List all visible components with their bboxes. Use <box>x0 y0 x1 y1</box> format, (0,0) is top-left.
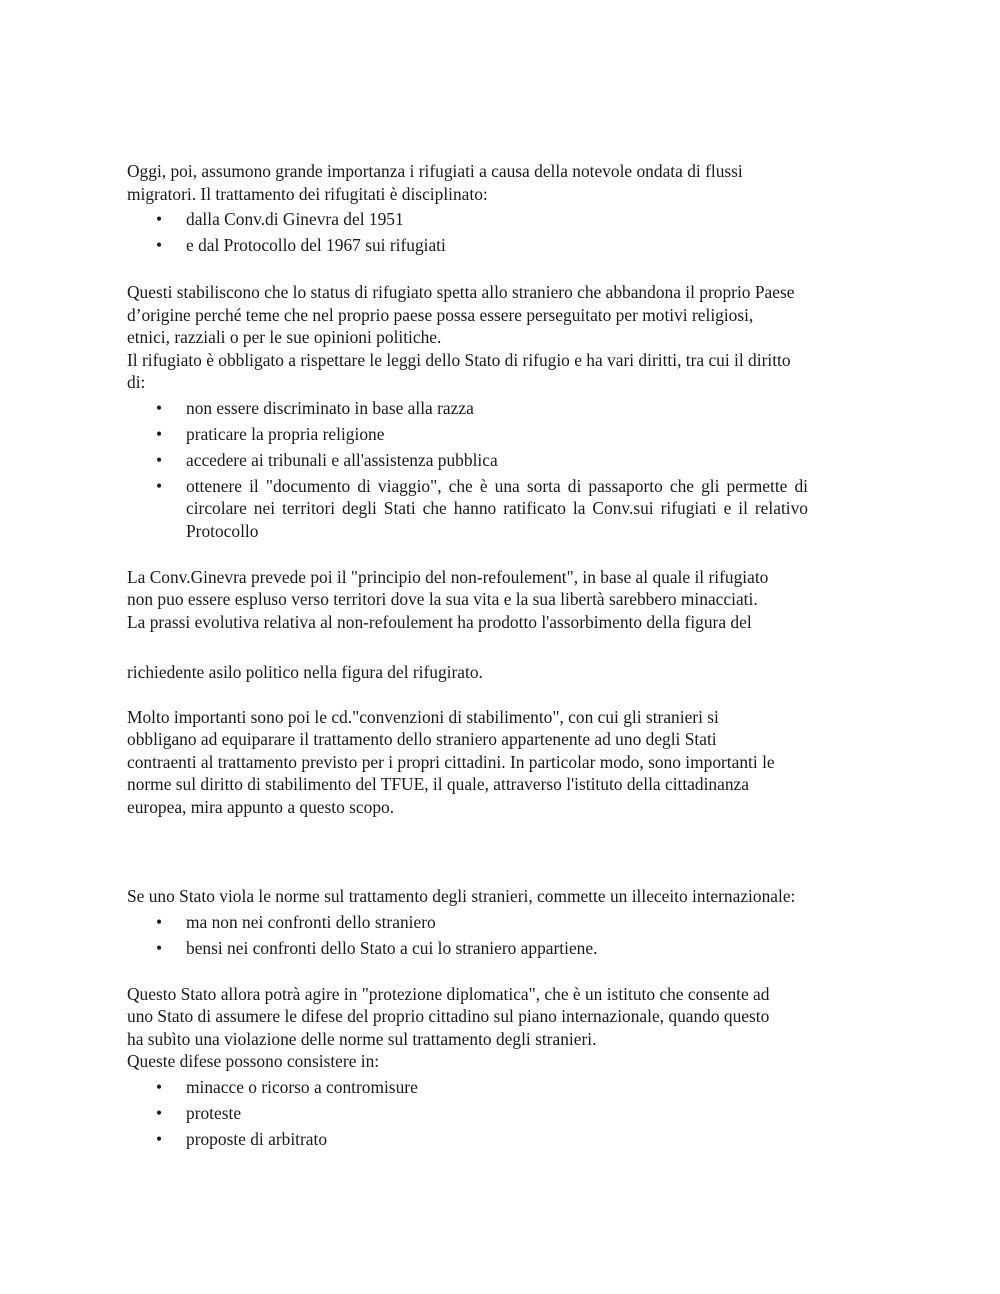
text-line: etnici, razziali o per le sue opinioni politiche. <box>127 327 442 347</box>
bullet-icon: • <box>156 911 163 932</box>
text-line: ha subìto una violazione delle norme sul trattamento degli stranieri. <box>127 1028 597 1049</box>
paragraph <box>127 566 887 634</box>
list-item: • praticare la propria religione <box>156 423 385 444</box>
text-line: contraenti al trattamento previsto per i propri cittadini. In particolar modo, sono importanti le <box>127 751 775 772</box>
bullet-icon: • <box>156 937 163 958</box>
text-line: migratori. Il trattamento dei rifugitati è disciplinato: <box>127 183 488 204</box>
list-item: • ottenere il "documento di viaggio", che è una sorta di passaporto che gli permette di circolare nei territori degli Stati che hanno ratificato la Conv.sui rifugiati e il relativo Protocollo <box>156 475 808 541</box>
list-item: • e dal Protocollo del 1967 sui rifugiati <box>156 235 446 255</box>
text-line: Questi stabiliscono che lo status di rifugiato spetta allo straniero che abbandona il proprio Paese <box>127 282 795 302</box>
text-line: Oggi, poi, assumono grande importanza i rifugiati a causa della notevole ondata di flussi <box>127 161 743 181</box>
text-line: Queste difese possono consistere in: <box>127 1051 380 1071</box>
paragraph: richiedente asilo politico nella figura del rifugirato. <box>127 662 483 682</box>
text-line: Molto importanti sono poi le cd."convenzioni di stabilimento", con cui gli stranieri si <box>127 706 719 727</box>
text-line: europea, mira appunto a questo scopo. <box>127 796 395 817</box>
list-item: • ma non nei confronti dello straniero <box>156 911 436 932</box>
list-item: • accedere ai tribunali e all'assistenza pubblica <box>156 449 498 470</box>
text-line: obbligano ad equiparare il trattamento dello straniero appartenente ad uno degli Stati <box>127 729 717 749</box>
bullet-icon: • <box>156 475 163 496</box>
list-item: • minacce o ricorso a contromisure <box>156 1076 418 1097</box>
text-line: non puo essere espluso verso territori dove la sua vita e la sua libertà sarebbero minacciati. <box>127 589 758 609</box>
paragraph: Se uno Stato viola le norme sul trattamento degli stranieri, commette un illeceito internazionale: <box>127 886 796 906</box>
bullet-icon: • <box>156 1102 163 1123</box>
bullet-list <box>127 1076 887 1151</box>
text-line: norme sul diritto di stabilimento del TFUE, il quale, attraverso l'istituto della cittadinanza <box>127 774 749 794</box>
text-line: d’origine perché teme che nel proprio paese possa essere perseguitato per motivi religiosi, <box>127 304 754 325</box>
list-item: • proposte di arbitrato <box>156 1128 328 1149</box>
text-line: uno Stato di assumere le difese del proprio cittadino sul piano internazionale, quando questo <box>127 1006 770 1026</box>
paragraph <box>127 706 887 819</box>
bullet-icon: • <box>156 1128 163 1149</box>
bullet-icon: • <box>156 449 163 470</box>
text-line: La Conv.Ginevra prevede poi il "principio del non-refoulement", in base al quale il rifugiato <box>127 566 769 587</box>
paragraph <box>127 281 887 394</box>
list-item: • dalla Conv.di Ginevra del 1951 <box>156 209 404 229</box>
paragraph <box>127 983 887 1073</box>
list-item: • proteste <box>156 1102 242 1123</box>
document-page <box>127 160 887 1154</box>
bullet-icon: • <box>156 209 163 229</box>
list-item: • bensi nei confronti dello Stato a cui lo straniero appartiene. <box>156 937 598 958</box>
bullet-list <box>127 208 887 257</box>
text-line: Questo Stato allora potrà agire in "protezione diplomatica", che è un istituto che consente ad <box>127 983 770 1004</box>
bullet-list <box>127 911 887 960</box>
text-line: Il rifugiato è obbligato a rispettare le leggi dello Stato di rifugio e ha vari diritti, tra cui il diritto <box>127 349 791 370</box>
text-line: di: <box>127 372 146 392</box>
text-line: La prassi evolutiva relativa al non-refoulement ha prodotto l'assorbimento della figura del <box>127 611 752 632</box>
bullet-icon: • <box>156 397 163 418</box>
bullet-list <box>127 397 887 543</box>
paragraph <box>127 160 887 205</box>
bullet-icon: • <box>156 423 163 444</box>
bullet-icon: • <box>156 235 163 255</box>
list-item: • non essere discriminato in base alla razza <box>156 397 474 418</box>
bullet-icon: • <box>156 1076 163 1097</box>
